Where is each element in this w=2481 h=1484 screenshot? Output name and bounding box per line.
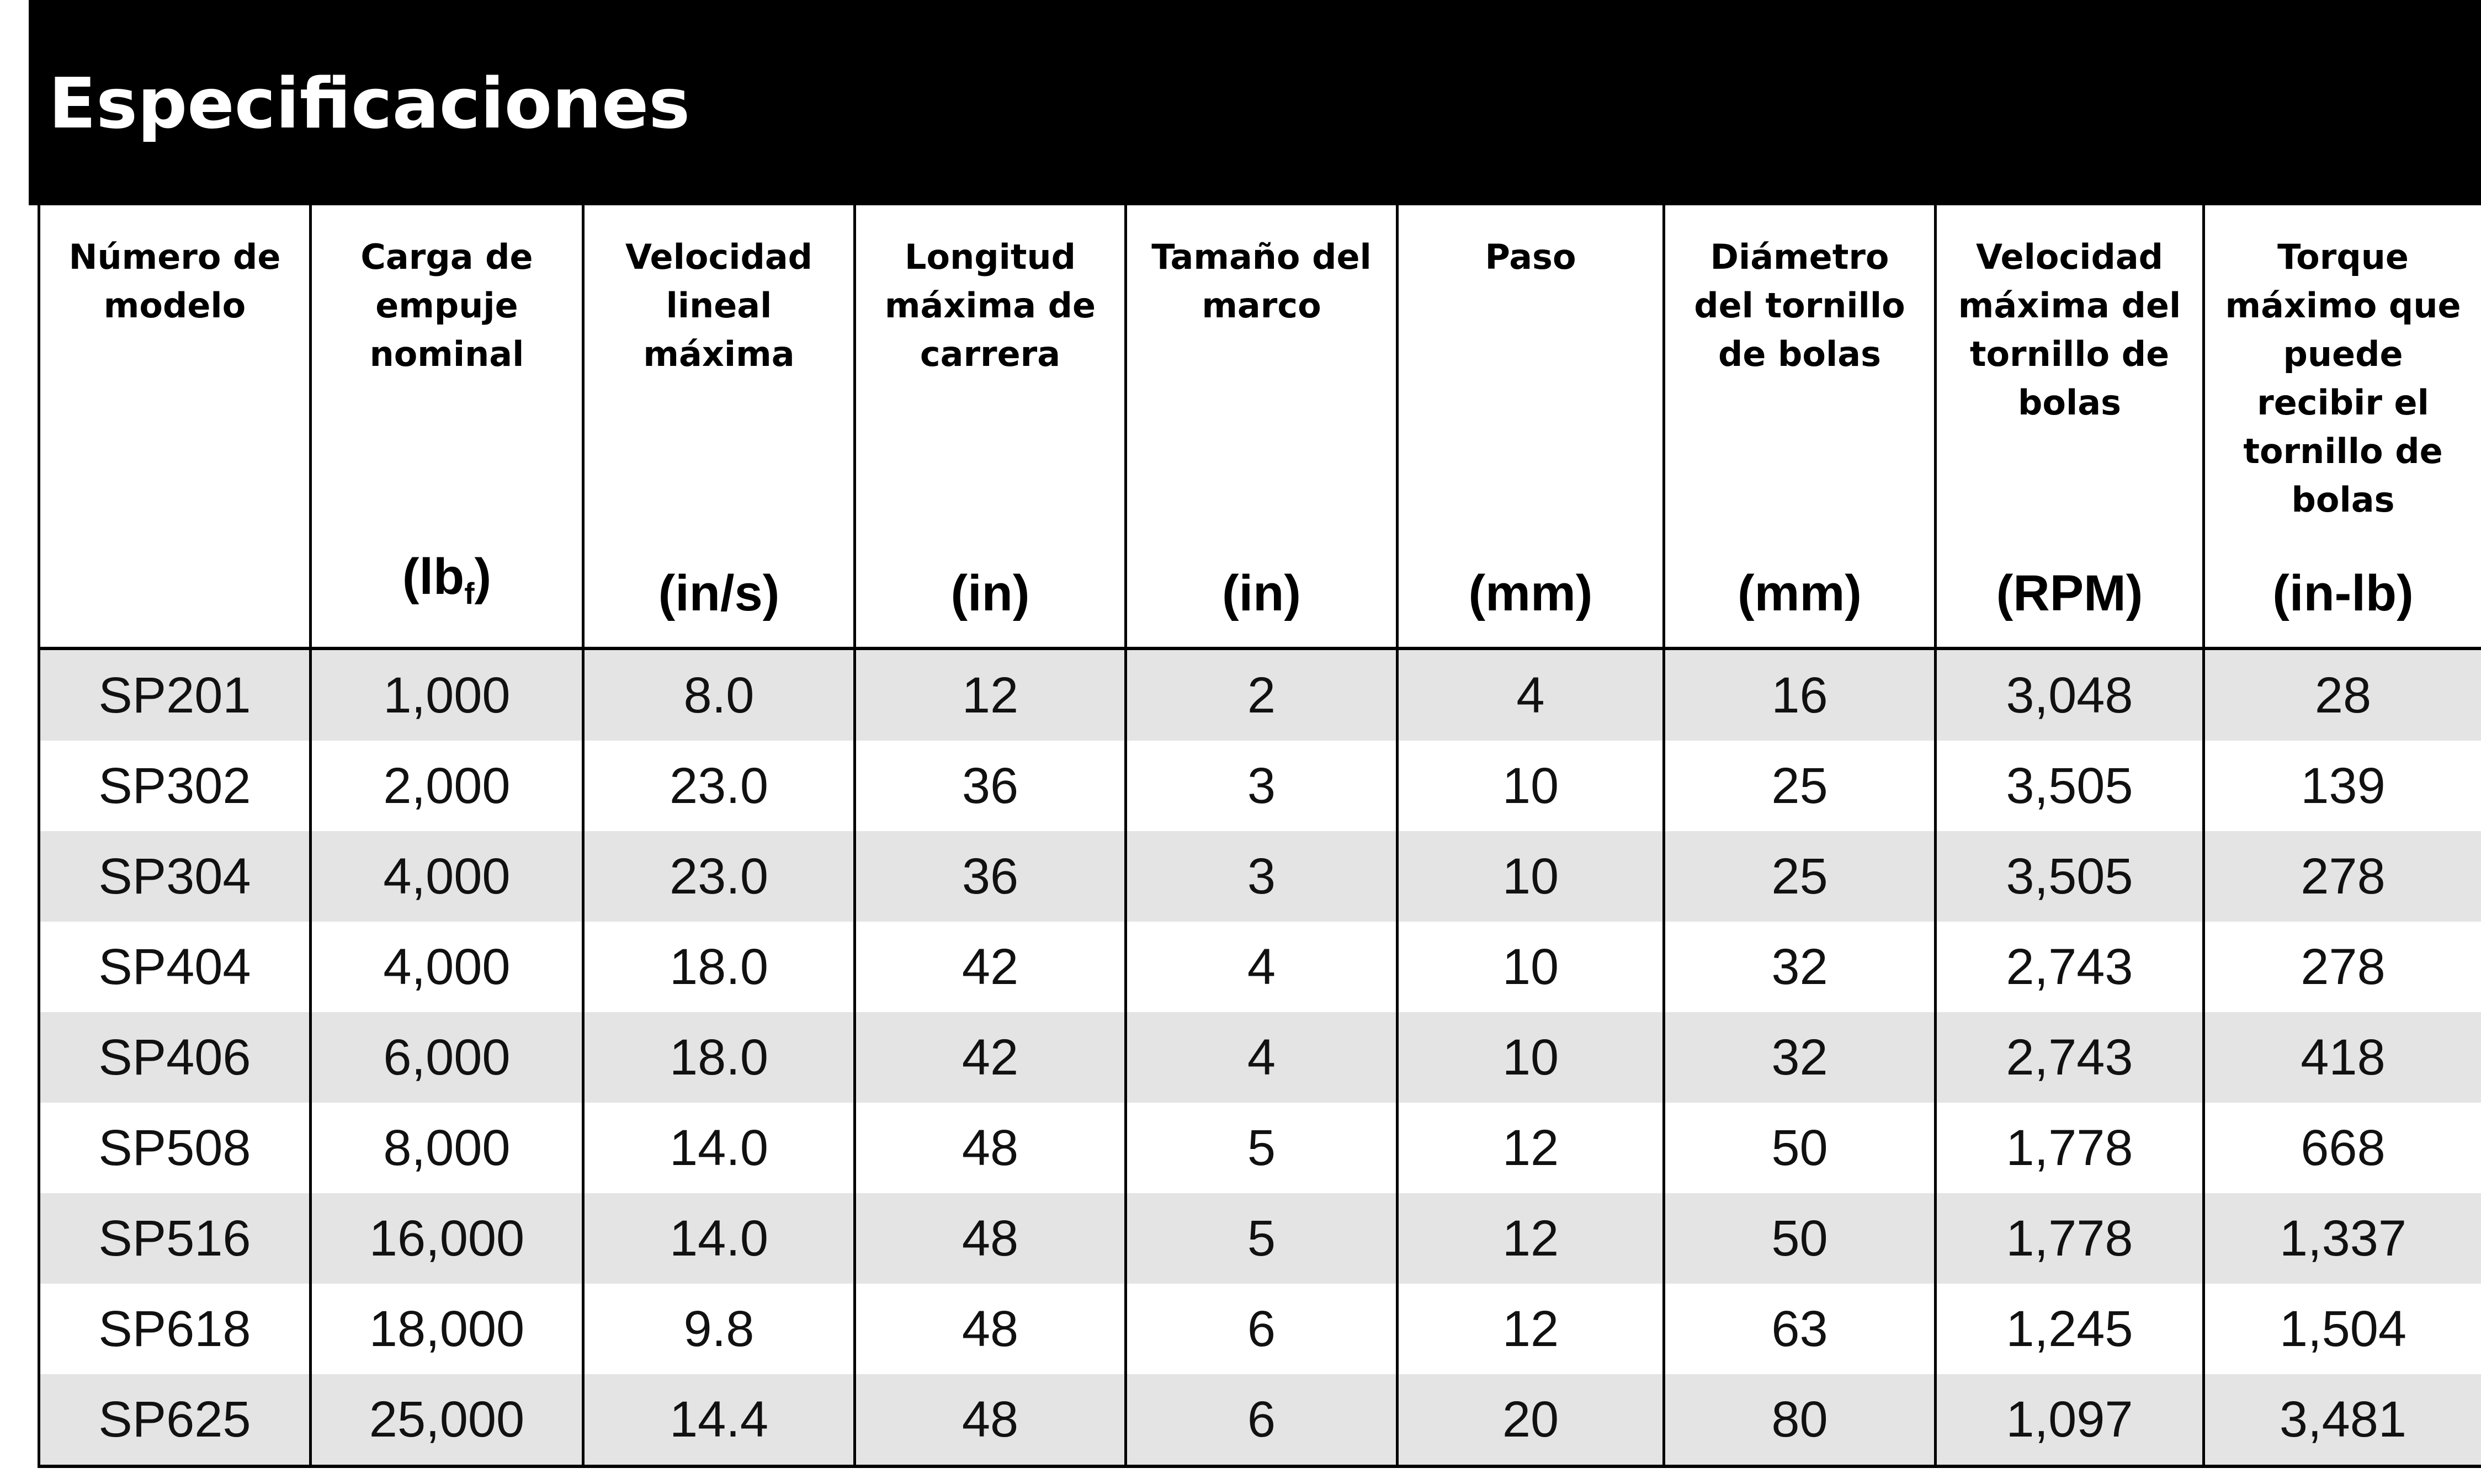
table-cell: 4 [1126, 922, 1398, 1012]
table-cell: 32 [1664, 1012, 1936, 1103]
spec-table-container [38, 205, 2481, 1480]
column-label: Diámetro del tornillo de bolas [1694, 237, 1905, 374]
table-cell: 16,000 [311, 1193, 583, 1284]
table-row [39, 1103, 2481, 1193]
table-cell: 5 [1126, 1103, 1398, 1193]
column-unit [312, 546, 582, 624]
cell-model-number: SP302 [39, 741, 311, 831]
table-cell: 3 [1126, 741, 1398, 831]
column-unit: (mm) [1468, 565, 1593, 621]
cell-model-number: SP516 [39, 1193, 311, 1284]
column-header-thrust-load [311, 205, 583, 648]
table-cell: 1,778 [1936, 1103, 2204, 1193]
table-cell: 2 [1126, 648, 1398, 741]
table-cell: 8,000 [311, 1103, 583, 1193]
table-row [39, 1374, 2481, 1466]
table-cell: 10 [1398, 741, 1664, 831]
column-label: Número de modelo [68, 237, 281, 326]
table-cell: 20 [1398, 1374, 1664, 1466]
table-cell: 36 [855, 831, 1126, 922]
table-cell: 3,505 [1936, 741, 2204, 831]
table-cell: 8.0 [583, 648, 855, 741]
column-label: Torque máximo que puede recibir el tornillo de bolas [2225, 237, 2461, 520]
cell-model-number: SP508 [39, 1103, 311, 1193]
column-unit: (in) [950, 565, 1030, 621]
column-header-model [39, 205, 311, 648]
column-header-stroke-length [855, 205, 1126, 648]
column-unit: (RPM) [1996, 565, 2143, 621]
table-cell: 48 [855, 1374, 1126, 1466]
cell-model-number: SP201 [39, 648, 311, 741]
column-header-max-torque [2204, 205, 2481, 648]
cell-model-number: SP618 [39, 1284, 311, 1374]
table-cell: 63 [1664, 1284, 1936, 1374]
table-cell: 16 [1664, 648, 1936, 741]
table-cell: 10 [1398, 831, 1664, 922]
table-cell: 48 [855, 1193, 1126, 1284]
column-unit: (in/s) [658, 565, 780, 621]
table-cell: 36 [855, 741, 1126, 831]
table-cell: 278 [2204, 922, 2481, 1012]
column-label: Velocidad máxima del tornillo de bolas [1958, 237, 2181, 423]
table-cell: 3,048 [1936, 648, 2204, 741]
column-unit-prefix: (lb [402, 549, 465, 605]
table-cell: 4 [1398, 648, 1664, 741]
column-unit-suffix: ) [474, 549, 492, 605]
table-row [39, 922, 2481, 1012]
spec-table [38, 205, 2481, 1468]
table-cell: 6 [1126, 1284, 1398, 1374]
table-cell: 6 [1126, 1374, 1398, 1466]
table-cell: 2,743 [1936, 922, 2204, 1012]
table-cell: 3,481 [2204, 1374, 2481, 1466]
table-cell: 2,000 [311, 741, 583, 831]
table-cell: 1,000 [311, 648, 583, 741]
column-label: Longitud máxima de carrera [884, 237, 1096, 374]
table-cell: 1,097 [1936, 1374, 2204, 1466]
table-cell: 139 [2204, 741, 2481, 831]
table-cell: 32 [1664, 922, 1936, 1012]
table-cell: 14.4 [583, 1374, 855, 1466]
table-cell: 1,337 [2204, 1193, 2481, 1284]
table-cell: 418 [2204, 1012, 2481, 1103]
table-cell: 23.0 [583, 831, 855, 922]
table-row [39, 1193, 2481, 1284]
table-row [39, 1012, 2481, 1103]
table-cell: 1,778 [1936, 1193, 2204, 1284]
table-cell: 1,245 [1936, 1284, 2204, 1374]
cell-model-number: SP625 [39, 1374, 311, 1466]
table-cell: 12 [1398, 1103, 1664, 1193]
table-cell: 80 [1664, 1374, 1936, 1466]
table-cell: 278 [2204, 831, 2481, 922]
table-cell: 12 [855, 648, 1126, 741]
column-label: Paso [1485, 237, 1576, 277]
table-cell: 3 [1126, 831, 1398, 922]
column-label: Velocidad lineal máxima [625, 237, 813, 374]
table-cell: 42 [855, 1012, 1126, 1103]
table-cell: 42 [855, 922, 1126, 1012]
column-header-ball-screw-speed [1936, 205, 2204, 648]
table-cell: 25 [1664, 741, 1936, 831]
cell-model-number: SP304 [39, 831, 311, 922]
table-cell: 28 [2204, 648, 2481, 741]
column-unit: (in) [1221, 565, 1301, 621]
table-cell: 5 [1126, 1193, 1398, 1284]
column-unit: (mm) [1738, 565, 1862, 621]
table-row [39, 648, 2481, 741]
table-row [39, 1284, 2481, 1374]
column-label: Carga de empuje nominal [360, 237, 533, 374]
table-cell: 48 [855, 1284, 1126, 1374]
table-header-row [39, 205, 2481, 648]
table-cell: 12 [1398, 1193, 1664, 1284]
table-cell: 10 [1398, 922, 1664, 1012]
column-header-linear-speed [583, 205, 855, 648]
table-cell: 3,505 [1936, 831, 2204, 922]
column-unit-subscript: f [464, 576, 475, 610]
table-cell: 23.0 [583, 741, 855, 831]
table-cell: 4 [1126, 1012, 1398, 1103]
column-label: Tamaño del marco [1151, 237, 1372, 326]
cell-model-number: SP406 [39, 1012, 311, 1103]
table-cell: 14.0 [583, 1103, 855, 1193]
table-cell: 14.0 [583, 1193, 855, 1284]
table-cell: 1,504 [2204, 1284, 2481, 1374]
table-cell: 2,743 [1936, 1012, 2204, 1103]
table-cell: 25,000 [311, 1374, 583, 1466]
table-cell: 12 [1398, 1284, 1664, 1374]
table-row [39, 831, 2481, 922]
table-cell: 25 [1664, 831, 1936, 922]
table-cell: 50 [1664, 1103, 1936, 1193]
page-title: Especificaciones [49, 63, 690, 144]
table-cell: 9.8 [583, 1284, 855, 1374]
cell-model-number: SP404 [39, 922, 311, 1012]
table-cell: 18,000 [311, 1284, 583, 1374]
column-header-frame-size [1126, 205, 1398, 648]
table-cell: 4,000 [311, 922, 583, 1012]
table-cell: 4,000 [311, 831, 583, 922]
table-cell: 18.0 [583, 1012, 855, 1103]
table-cell: 668 [2204, 1103, 2481, 1193]
table-row [39, 741, 2481, 831]
table-cell: 48 [855, 1103, 1126, 1193]
table-cell: 18.0 [583, 922, 855, 1012]
column-header-lead [1398, 205, 1664, 648]
table-cell: 10 [1398, 1012, 1664, 1103]
column-unit: (in-lb) [2272, 565, 2414, 621]
column-header-ball-screw-diameter [1664, 205, 1936, 648]
table-cell: 50 [1664, 1193, 1936, 1284]
header-bar [29, 0, 2481, 205]
table-cell: 6,000 [311, 1012, 583, 1103]
spec-table-body [39, 648, 2481, 1466]
